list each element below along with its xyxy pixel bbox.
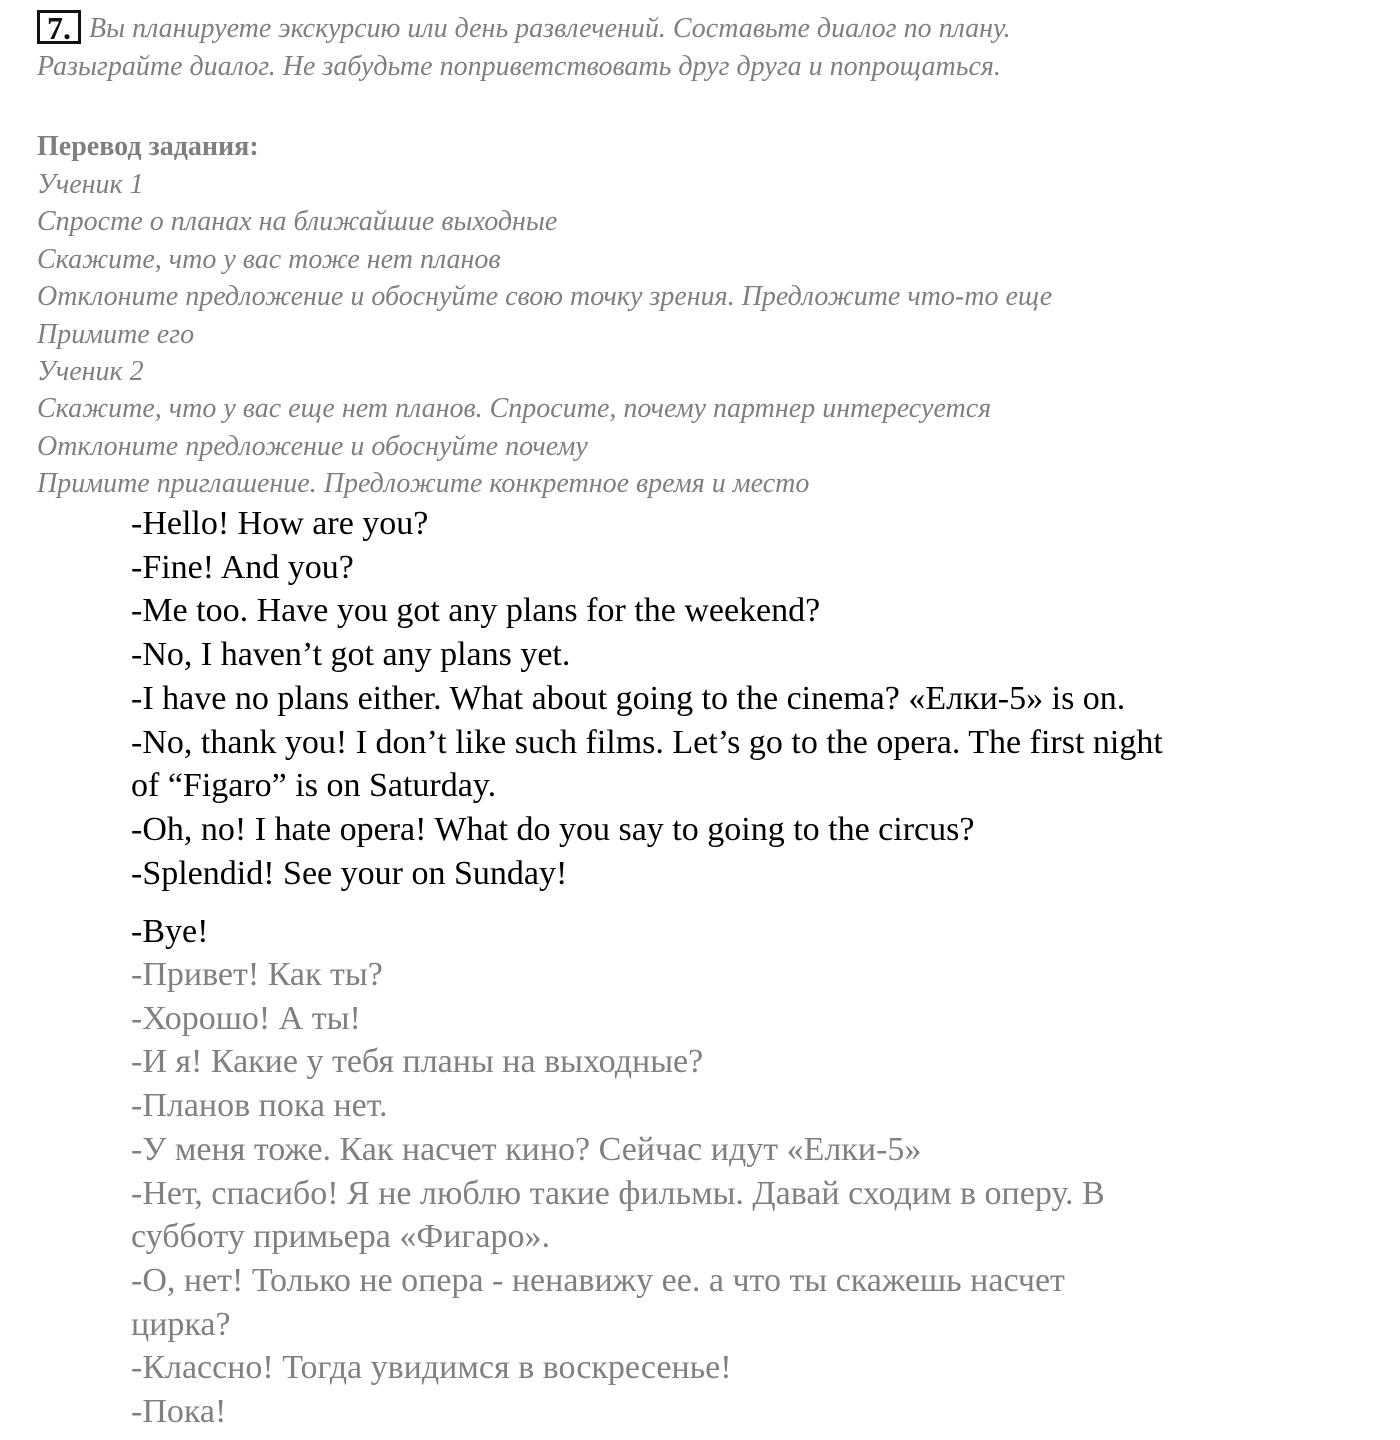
dialog-translation-line: цирка? [131,1305,231,1343]
dialog-line: -Oh, no! I hate opera! What do you say to going to the circus? [131,810,975,848]
dialog-translation-line: субботу примьера «Фигаро». [131,1218,550,1256]
dialog-line: -No, thank you! I don’t like such films. Let’s go to the opera. The first night [131,723,1163,761]
dialog-line-bye: -Bye! [131,913,209,951]
dialog-translation-line: -О, нет! Только не опера - ненавижу ее. а что ты скажешь насчет [131,1261,1065,1299]
dialog-translation-line: -Хорошо! А ты! [131,999,361,1037]
dialog-translation-line: -Привет! Как ты? [131,956,383,993]
english-dialog [131,502,1331,954]
dialog-translation-line: -Пока! [131,1393,227,1431]
translation-section [37,128,1377,503]
russian-dialog-translation [131,953,1331,1434]
translation-line: Скажите, что у вас тоже нет планов [37,243,501,275]
translation-line: Ученик 2 [37,356,144,388]
dialog-line: -Fine! And you? [131,548,354,586]
task-instruction-line-2: Разыграйте диалог. Не забудьте поприветствовать друг друга и попрощаться. [37,51,1001,82]
dialog-translation-line: -Планов пока нет. [131,1087,388,1125]
task-number-box: 7. [37,10,81,44]
translation-title: Перевод задания: [37,131,259,162]
dialog-translation-line: -Нет, спасибо! Я не люблю такие фильмы. Давай сходим в оперу. В [131,1174,1105,1212]
dialog-line: -Hello! How are you? [131,505,429,542]
translation-line: Отклоните предложение и обоснуйте почему [37,430,588,462]
task-instruction-line-1: Вы планируете экскурсию или день развлечений. Составьте диалог по плану. [89,13,1011,44]
dialog-line: -I have no plans either. What about going to the cinema? «Елки-5» is on. [131,679,1126,717]
translation-line: Спросте о планах на ближайшие выходные [37,206,558,238]
translation-line: Примите приглашение. Предложите конкретное время и место [37,468,810,500]
dialog-translation-line: -У меня тоже. Как насчет кино? Сейчас идут «Елки-5» [131,1130,922,1168]
dialog-line: -No, I haven’t got any plans yet. [131,636,571,674]
translation-line: Отклоните предложение и обоснуйте свою точку зрения. Предложите что-то еще [37,281,1053,313]
translation-line: Скажите, что у вас еще нет планов. Спросите, почему партнер интересуется [37,393,992,425]
dialog-translation-line: -Классно! Тогда увидимся в воскресенье! [131,1349,732,1387]
translation-line: Ученик 1 [37,169,144,200]
translation-line: Примите его [37,318,195,350]
task-header [37,10,1377,86]
dialog-translation-line: -И я! Какие у тебя планы на выходные? [131,1043,704,1081]
dialog-line: -Splendid! See your on Sunday! [131,854,568,892]
dialog-line: -Me too. Have you got any plans for the weekend? [131,592,821,630]
dialog-line: of “Figaro” is on Saturday. [131,767,497,805]
